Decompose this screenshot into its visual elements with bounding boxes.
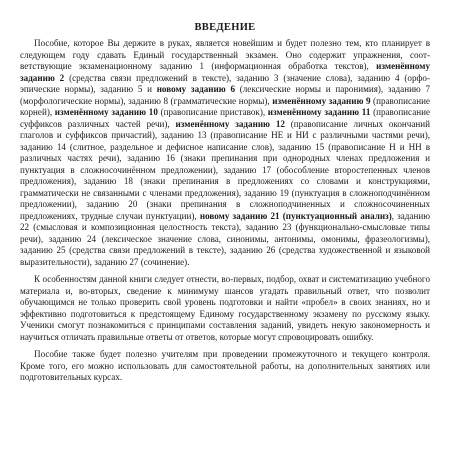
intro-paragraph-teachers: Пособие также будет полезно учителям при проведении промежуточного и текущего контроля. Кроме того, его можно использовать для самостоятельной работы, на дополнительных занятиях или подготовительных курсах.: [20, 349, 430, 382]
emphasized-task-text: изменённому заданию 9: [272, 95, 371, 106]
emphasized-task-text: новому заданию 21 (пунктуационный анализ): [199, 210, 392, 221]
paragraph-text-run: Пособие, которое Вы держите в руках, является новейшим и будет полезно тем, кто планирует в следующем году сдавать Единый государственный экзамен. Оно содержит упражнения, соответствующие экзаменационному заданию 1 (информационная обработка текстов),: [20, 38, 430, 71]
paragraph-text-run: , заданию 22 (смысловая и композиционная целостность текста), заданию 23 (функционально-смысловые типы речи), заданию 24 (лексическое значение слова, синонимы, антонимы, омонимы, фразеологизмы), заданию 25 (средства связи предложений в тексте), заданию 26 (средства художественной и языковой выразительности), заданию 27 (сочинение).: [20, 210, 430, 267]
emphasized-task-text: изменённому заданию 12: [175, 118, 285, 129]
emphasized-task-text: изменённому заданию 10: [54, 107, 158, 117]
paragraph-text-run: (правописание приставок),: [157, 107, 268, 117]
page-title: ВВЕДЕНИЕ: [194, 22, 256, 33]
paragraph-text-run: (правописание личных окончаний глаголов и суффиксов причастий), заданию 13 (правописание НЕ и НИ с различными частями речи), заданию 14 (слитное, раздельное и дефисное написание слов), заданию 15 (правописание Н и НН в различных частях речи), заданию 16 (знаки препинания при однородных членах предложения и пунктуация в сложносочинённом предложении), заданию 17 (обособление второстепенных членов предложения), заданию 18 (знаки препинания в предложениях со словами и конструкциями, грамматически не связанными с членами предложения), заданию 19 (пунктуация в сложноподчинённом предложении), заданию 20 (знаки препинания в сложноподчиненных и сложносочиненных предложениях, трудные случаи пунктуации),: [20, 118, 430, 221]
paragraph-text-run: (правописание корней),: [20, 95, 430, 117]
paragraph-text-run: (лексические нормы и паронимия), заданию 7 (морфологические нормы), заданию 8 (грамматические нормы),: [20, 84, 430, 106]
intro-paragraph-tasks: [20, 38, 430, 268]
intro-paragraph-features: К особенностям данной книги следует отнести, во-первых, подбор, охват и систематизацию учебного материала и, во-вторых, сведение к минимуму шансов угадать правильный ответ, что позволит обучающимся не только проверить свой уровень подготовки и найти «пробел» в своих знаниях, но и эффективно подготовиться к предстоящему Единому государственному экзамену по русскому языку. Ученики смогут познакомиться с принципами составления заданий, увидеть некую закономерность и научиться отличать правильные ответы от ответов, которые могут спровоцировать ошибку.: [20, 274, 430, 342]
paragraph-text-run: (правописание суффиксов различных частей речи),: [20, 107, 431, 129]
emphasized-task-text: изменённому заданию 2: [20, 61, 430, 83]
emphasized-task-text: новому заданию 6: [156, 84, 235, 94]
paragraph-text-run: (средства связи предложений в тексте), заданию 3 (значение слова), заданию 4 (орфоэпические нормы), заданию 5 и: [20, 72, 430, 94]
emphasized-task-text: изменённому заданию 11: [267, 107, 371, 117]
